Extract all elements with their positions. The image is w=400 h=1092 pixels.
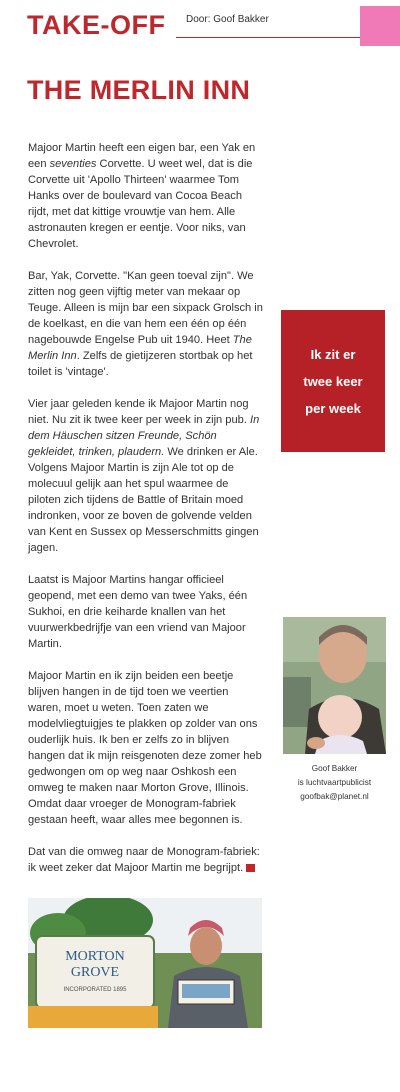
author-byline: Door: Goof Bakker <box>186 14 269 25</box>
paragraph-4: Laatst is Majoor Martins hangar officieel geopend, met een demo van twee Yaks, één Sukhoi, en drie keiharde knallen van het vuurwerkbedrijfje van een vriend van Majoor Martin. <box>28 574 248 650</box>
pull-quote-line: Ik zit er <box>310 346 356 362</box>
section-label: TAKE-OFF <box>27 10 166 40</box>
paragraph-1: Majoor Martin heeft een eigen bar, een Yak en een seventies Corvette. U weet wel, dat is die Corvette uit 'Apollo Thirteen' waarmee Tom Hanks over de boulevard van Cocoa Beach rijdt, met dat kittige vrouwtje van hem. Alle astronauten kregen er eentje. Voor niks, van Chevrolet. <box>28 142 256 250</box>
morton-grove-photo <box>28 898 262 1028</box>
pull-quote-line: twee keer <box>303 373 363 389</box>
paragraph-5: Majoor Martin en ik zijn beiden een beetje blijven hangen in de tijd toen we veertien waren, moet u weten. Toen zaten we modelvliegtuigjes te plakken op zolder van ons ouderlijk huis. Ik ben er zelfs zo in blijven hangen dat ik mijn reisgenoten deze zomer heb gedwongen om op weg naar Oshkosh een omweg te maken naar Morton Grove, Illinois. Omdat daar vroeger de Monogram-fabriek gestaan heeft, waar alles mee begonnen is. <box>28 670 262 826</box>
pull-quote-line: per week <box>305 400 361 416</box>
sign-line-1: MORTON <box>65 949 125 964</box>
photo-caption <box>283 762 386 804</box>
end-mark-icon <box>246 864 255 872</box>
article-body <box>28 140 264 892</box>
sign-line-3: INCORPORATED 1895 <box>63 987 127 993</box>
pull-quote <box>281 310 385 452</box>
paragraph-3: Vier jaar geleden kende ik Majoor Martin nog niet. Nu zit ik twee keer per week in zijn pub. In dem Häuschen sitzen Freunde, Schön gekleidet, trinken, plaudern. We drinken er Ale. Volgens Majoor Martin is zijn Ale tot op de molecuul gelijk aan het spul waarmee de piloten zich tijdens de Battle of Britain moed indronken, voor ze boven de golvende velden van Kent en Sussex op Messerschmitts gingen jagen. <box>28 398 260 554</box>
caption-name: Goof Bakker <box>311 764 358 773</box>
caption-email: goofbak@planet.nl <box>300 792 369 801</box>
header-rule <box>176 37 360 38</box>
paragraph-2: Bar, Yak, Corvette. "Kan geen toeval zijn". We zitten nog geen vijftig meter van mekaar op Teuge. Alleen is mijn bar een sixpack Grolsch in de koelkast, en die van hem een één op één nagebouwde Engelse Pub uit 1940. Heet The Merlin Inn. Zelfs de gietijzeren stortbak op het toilet is 'vintage'. <box>28 270 263 378</box>
caption-role: is luchtvaartpublicist <box>297 778 372 787</box>
page-color-tab <box>360 6 400 46</box>
author-photo <box>283 617 386 754</box>
sign-line-2: GROVE <box>70 965 120 980</box>
paragraph-6: Dat van die omweg naar de Monogram-fabriek: ik weet zeker dat Majoor Martin me begrijpt. <box>28 846 260 874</box>
article-title: THE MERLIN INN <box>27 75 251 105</box>
